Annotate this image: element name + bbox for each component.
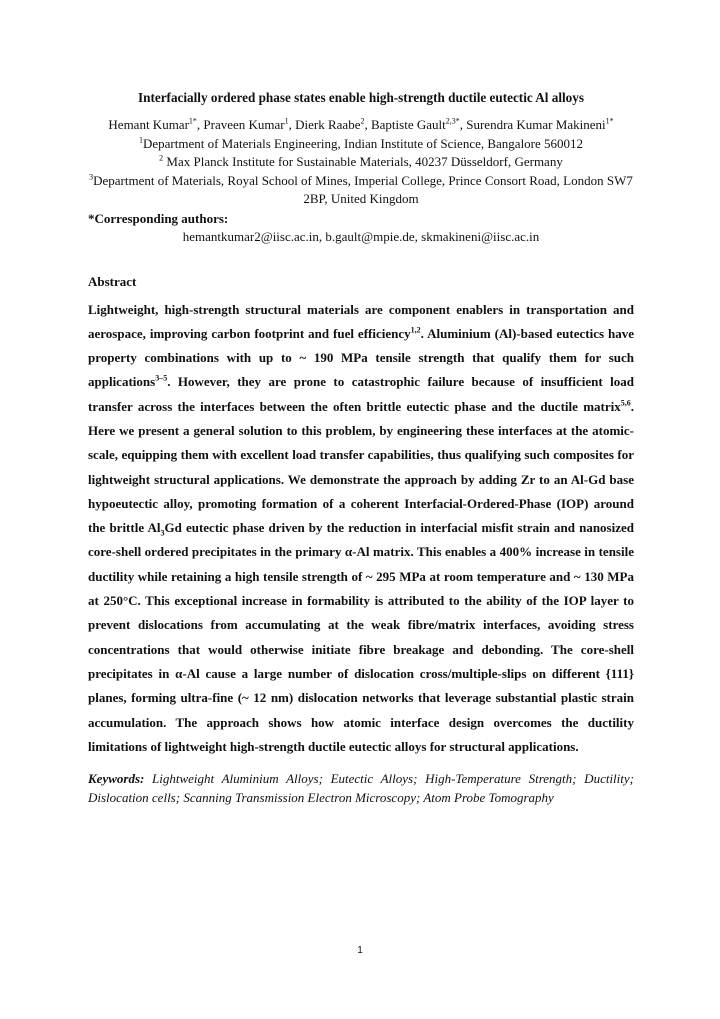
paper-page xyxy=(88,90,634,807)
author: Hemant Kumar$^{1*}$, xyxy=(108,116,204,132)
affiliation: $^2$ Max Planck Institute for Sustainable Materials, 40237 Düsseldorf, Germany xyxy=(159,153,563,169)
keywords-label: Keywords: xyxy=(88,771,145,787)
page-number: 1 xyxy=(357,945,363,956)
affiliation: $^1$Department of Materials Engineering, Indian Institute of Science, Bangalore 560012 xyxy=(138,135,584,151)
keywords-text: Lightweight Aluminium Alloys; Eutectic Alloys; High-Temperature Strength; Ductility; Dislocation cells; Scanning Transmission Electron Microscopy; Atom Probe Tomography xyxy=(88,771,634,805)
abstract-heading: Abstract xyxy=(88,273,137,289)
abstract-body: Lightweight, high-strength structural materials are component enablers in transportation and aerospace, improving carbon footprint and fuel efficiency$^{1,2}$. Aluminium (Al)-based eutectics have property combinations with up to ~ 190 MPa tensile strength that qualify them for such applications$^{3-5}$. However, they are prone to catastrophic failure because of insufficient load transfer across the interfaces between the often brittle eutectic phase and the ductile matrix$^{5,6}$. Here we present a general solution to this problem, by engineering these interfaces at the atomic-scale, equipping them with excellent load transfer capabilities, thus qualifying such composites for lightweight structural applications. We demonstrate the approach by adding Zr to an Al-Gd base hypoeutectic alloy, promoting formation of a coherent Interfacial-Ordered-Phase (IOP) around the brittle $Al_3Gd$ eutectic phase driven by the reduction in interfacial misfit strain and nanosized core-shell ordered precipitates in the primary α-Al matrix. This enables a 400% increase in tensile ductility while retaining a high tensile strength of ~ 295 MPa at room temperature and ~ 130 MPa at 250°C. This exceptional increase in formability is attributed to the ability of the IOP layer to prevent dislocations from accumulating at the weak fibre/matrix interfaces, avoiding stress concentrations that would otherwise initiate fibre breakage and debonding. The core-shell precipitates in α-Al cause a large number of dislocation cross/multiple-slips on different {111} planes, forming ultra-fine (~ 12 nm) dislocation networks that leverage substantial plastic strain accumulation. The approach shows how atomic interface design overcomes the ductility limitations of lightweight high-strength ductile eutectic alloys for structural applications. xyxy=(88,301,634,754)
author: Surendra Kumar Makineni$^{1*}$ xyxy=(466,116,614,132)
author-list xyxy=(88,116,634,135)
affiliation: $^3$Department of Materials, Royal School of Mines, Imperial College, Prince Consort Road, London SW7 2BP, United Kingdom xyxy=(89,172,633,206)
author: Dierk Raabe$^2$, xyxy=(295,116,371,132)
author: Praveen Kumar$^1$, xyxy=(203,116,296,132)
keywords xyxy=(88,770,634,807)
paper-title: Interfacially ordered phase states enable high-strength ductile eutectic Al alloys xyxy=(137,90,585,105)
author: Baptiste Gault$^{2,3*}$, xyxy=(370,116,467,132)
corresponding-authors-heading: *Corresponding authors: xyxy=(88,210,229,226)
corresponding-emails: hemantkumar2@iisc.ac.in, b.gault@mpie.de, skmakineni@iisc.ac.in xyxy=(182,228,540,244)
affiliations xyxy=(88,135,634,209)
